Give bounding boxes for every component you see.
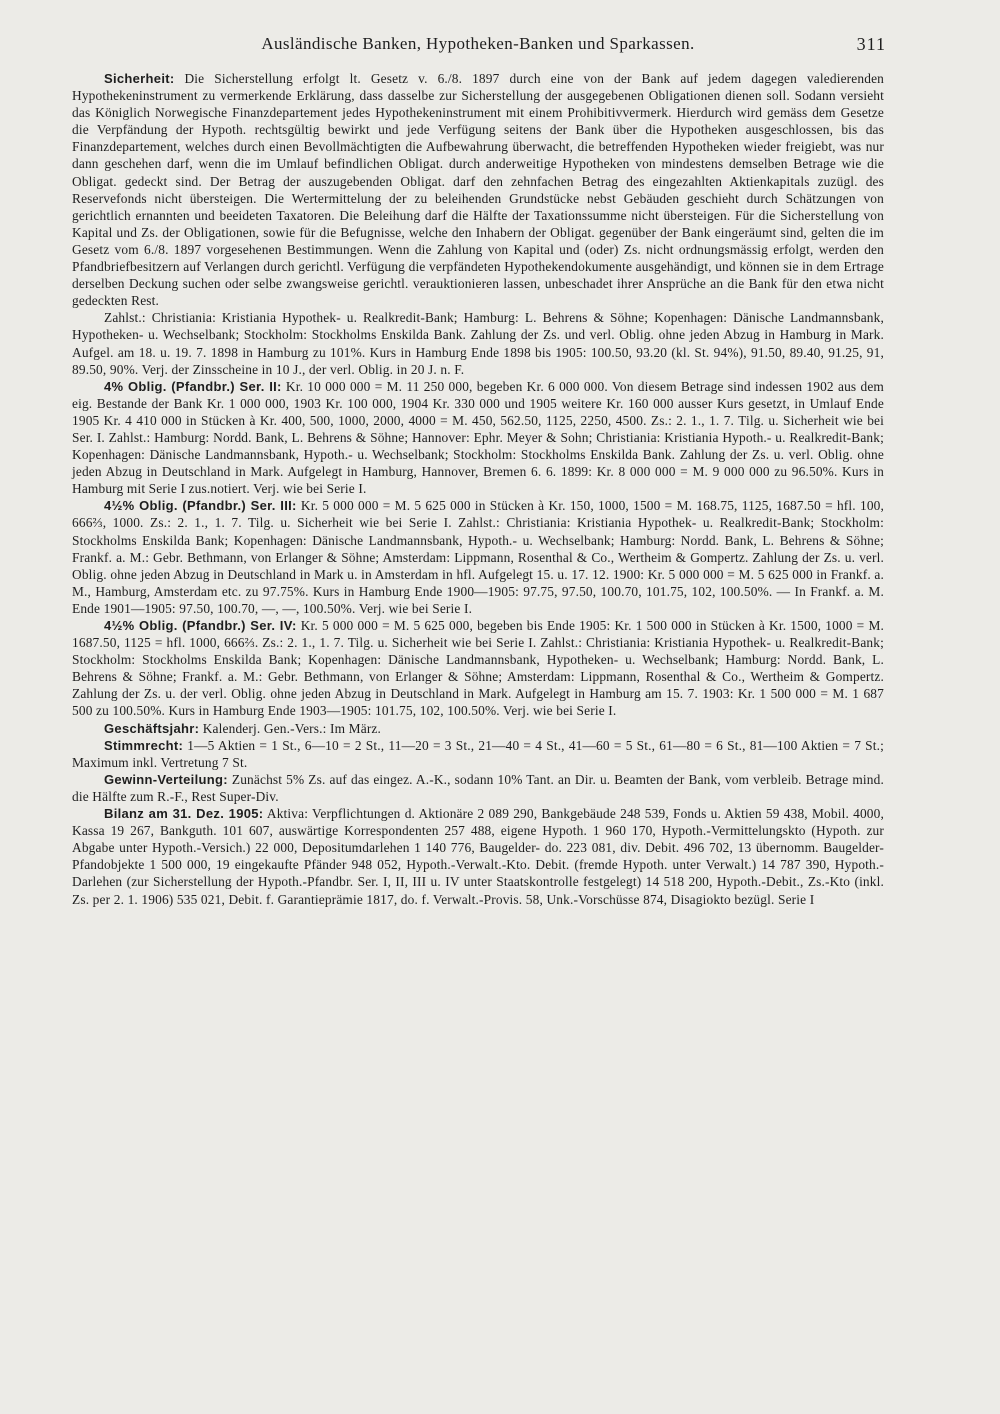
paragraph-heading: 4% Oblig. (Pfandbr.) Ser. II: xyxy=(104,378,282,394)
running-title: Ausländische Banken, Hypotheken-Banken und Sparkassen. xyxy=(261,34,695,53)
paragraph-text: Aktiva: Verpflichtungen d. Aktionäre 2 089 290, Bankgebäude 248 539, Fonds u. Aktien 59 438, Mobil. 4000, Kassa 19 267, Bankguth. 101 607, auswärtige Korrespondenten 257 488, eigene Hypoth. 1 960 170, Hypoth.-Vermittelungskto (Hypoth. zur Abgabe unter Hypoth.-Versich.) 22 000, Depositumdarlehen 1 140 776, Baugelder- do. 223 081, div. Debit. 496 702, 13 übernomm. Baugelder-Pfandobjekte 1 500 000, 19 eingekaufte Pfänder 948 052, Hypoth.-Verwalt.-Kto. Debit. (fremde Hypoth. unter Verwalt.) 14 787 390, Hypoth.-Darlehen (zur Sicherstellung der Hypoth.-Pfandbr. Ser. I, II, III u. IV unter Staatskontrolle festgelegt) 14 518 200, Hypoth.-Debit., Zs.-Kto (inkl. Zs. per 2. 1. 1906) 535 021, Debit. f. Garantieprämie 1817, do. f. Verwalt.-Provis. 58, Unk.-Vorschüsse 874, Disagiokto bezügl. Serie I xyxy=(72,806,884,907)
paragraph-geschaeftsjahr xyxy=(72,720,884,737)
paragraph-zahlstellen xyxy=(72,309,884,377)
paragraph-serie-iii xyxy=(72,497,884,617)
paragraph-serie-ii xyxy=(72,378,884,498)
paragraph-text: Kr. 10 000 000 = M. 11 250 000, begeben Kr. 6 000 000. Von diesem Betrage sind indessen 1902 aus dem eig. Bestande der Bank Kr. 1 000 000, 1903 Kr. 100 000, 1904 Kr. 330 000 und 1905 weitere Kr. 160 000 ausser Kurs gesetzt, in Umlauf Ende 1905 Kr. 4 410 000 in Stücken à Kr. 400, 500, 1000, 2000, 4000 = M. 450, 562.50, 1125, 2250, 4500. Zs.: 2. 1., 1. 7. Tilg. u. Sicherheit wie bei Ser. I. Zahlst.: Hamburg: Nordd. Bank, L. Behrens & Söhne; Hannover: Ephr. Meyer & Sohn; Christiania: Kristiania Hypoth.- u. Realkredit-Bank; Kopenhagen: Dänische Landmannsbank, Hypoth.- u. Wechselbank; Stockholm: Stockholms Enskilda Bank. Zahlung der Zs. u. verl. Oblig. ohne jeden Abzug in Deutschland in Mark. Aufgelegt in Hamburg, Hannover, Bremen 6. 6. 1899: Kr. 8 000 000 = M. 9 000 000 zu 96.50%. Kurs in Hamburg mit Serie I zus.notiert. Verj. wie bei Serie I. xyxy=(72,378,884,497)
body-text xyxy=(72,70,884,908)
paragraph-serie-iv xyxy=(72,617,884,720)
paragraph-heading: 4½% Oblig. (Pfandbr.) Ser. III: xyxy=(104,498,297,514)
paragraph-text: Zahlst.: Christiania: Kristiania Hypothek- u. Realkredit-Bank; Hamburg: L. Behrens & Söhne; Kopenhagen: Dänische Landmannsbank, Hypotheken- u. Wechselbank; Stockholm: Stockholms Enskilda Bank. Zahlung der Zs. und verl. Oblig. ohne jeden Abzug in Hamburg in Mark. Aufgel. am 18. u. 19. 7. 1898 in Hamburg zu 101%. Kurs in Hamburg Ende 1898 bis 1905: 100.50, 93.20 (kl. St. 94%), 91.50, 89.40, 91.25, 91, 89.50, 90%. Verj. der Zinsscheine in 10 J., der verl. Oblig. in 20 J. n. F. xyxy=(72,310,884,377)
paragraph-heading: Gewinn-Verteilung: xyxy=(104,771,228,787)
paragraph-text: Kalenderj. Gen.-Vers.: Im März. xyxy=(202,720,382,736)
page-number: 311 xyxy=(856,34,886,54)
paragraph-heading: Stimmrecht: xyxy=(104,737,184,753)
paragraph-heading: 4½% Oblig. (Pfandbr.) Ser. IV: xyxy=(104,618,297,633)
paragraph-text: Zunächst 5% Zs. auf das eingez. A.-K., sodann 10% Tant. an Dir. u. Beamten der Bank, vom verbleib. Betrage mind. die Hälfte zum R.-F., Rest Super-Div. xyxy=(72,771,884,804)
paragraph-text: 1—5 Aktien = 1 St., 6—10 = 2 St., 11—20 = 3 St., 21—40 = 4 St., 41—60 = 5 St., 61—80 = 6 St., 81—100 Aktien = 7 St.; Maximum inkl. Vertretung 7 St. xyxy=(72,737,884,770)
paragraph-stimmrecht xyxy=(72,737,884,771)
paragraph-heading: Geschäftsjahr: xyxy=(104,720,200,736)
paragraph-sicherheit xyxy=(72,70,884,309)
paragraph-heading: Sicherheit: xyxy=(104,71,175,86)
paragraph-text: Kr. 5 000 000 = M. 5 625 000 in Stücken à Kr. 150, 1000, 1500 = M. 168.75, 1125, 1687.50 = hfl. 100, 666⅔, 1000. Zs.: 2. 1., 1. 7. Tilg. u. Sicherheit wie bei Serie I. Zahlst.: Christiania: Kristiania Hypothek- u. Realkredit-Bank; Stockholm: Stockholms Enskilda Bank; Kopenhagen: Dänische Landmannsbank, Hypoth.- u. Wechselbank; Hamburg: Nordd. Bank, L. Behrens & Söhne; Frankf. a. M.: Gebr. Bethmann, von Erlanger & Söhne; Amsterdam: Lippmann, Rosenthal & Co., Wertheim & Gompertz. Zahlung der Zs. u. verl. Oblig. ohne jeden Abzug in Deutschland in Mark u. in Amsterdam in hfl. Aufgelegt 15. u. 17. 12. 1900: Kr. 5 000 000 = M. 5 625 000 in Frankf. a. M., Hamburg, Amsterdam etc. zu 97.75%. Kurs in Hamburg Ende 1900—1905: 97.75, 97.50, 100.70, 101.75, 102, 100.50%. — In Frankf. a. M. Ende 1901—1905: 97.50, 100.70, —, —, 100.50%. Verj. wie bei Serie I. xyxy=(72,498,885,616)
paragraph-bilanz xyxy=(72,805,884,908)
paragraph-heading: Bilanz am 31. Dez. 1905: xyxy=(104,806,264,822)
paragraph-gewinn-verteilung xyxy=(72,771,884,805)
paragraph-text: Kr. 5 000 000 = M. 5 625 000, begeben bis Ende 1905: Kr. 1 500 000 in Stücken à Kr. 1500, 1000 = M. 1687.50, 1125 = hfl. 1000, 666⅔. Zs.: 2. 1., 1. 7. Tilg. u. Sicherheit wie bei Serie I. Zahlst.: Christiania: Kristiania Hypothek- u. Realkredit-Bank; Stockholm: Stockholms Enskilda Bank; Kopenhagen: Dänische Landmannsbank, Hypotheken- u. Wechselbank; Hamburg: Nordd. Bank, L. Behrens & Söhne; Frankf. a. M.: Gebr. Bethmann, von Erlanger & Söhne; Amsterdam: Lippmann, Rosenthal & Co., Wertheim & Gompertz. Zahlung der Zs. u. der verl. Oblig. ohne jeden Abzug in Deutschland in Mark. Aufgelegt in Hamburg am 15. 7. 1903: Kr. 1 500 000 = M. 1 687 500 zu 100.50%. Kurs in Hamburg Ende 1903—1905: 101.75, 102, 100.50%. Verj. wie bei Serie I. xyxy=(72,618,884,719)
paragraph-text: Die Sicherstellung erfolgt lt. Gesetz v. 6./8. 1897 durch eine von der Bank auf jedem dagegen valedierenden Hypothekeninstrument zu vermerkende Erklärung, dass dasselbe zur Sicherstellung der ausgegebenen Obligationen dienen soll. Sodann versieht das Königlich Norwegische Finanzdepartement jedes Hypothekeninstrument mit einem Prohibitivvermerk. Hierdurch wird gemäss dem Gesetze die Verpfändung der Hypoth. rechtsgültig bewirkt und jede Verfügung seitens der Bank über die Hypotheken ausgeschlossen, bis das Finanzdepartement, welches durch einen Bevollmächtigten die Aufbewahrung überwacht, die betreffenden Hypotheken wieder freigiebt, was nur dann geschehen darf, wenn die im Umlauf befindlichen Obligat. durch anderweitige Hypotheken von mindestens demselben Betrage wie die Obligat. gedeckt sind. Der Betrag der auszugebenden Obligat. darf den zehnfachen Betrag des eingezahlten Aktienkapitals zuzügl. des Reservefonds nicht übersteigen. Die Wertermittelung der zu beleihenden Grundstücke nebst Gebäuden geschieht durch Schätzungen von gerichtlich ernannten und beeideten Taxatoren. Die Beleihung darf die Hälfte der Taxationssumme nicht übersteigen. Für die Sicherstellung von Kapital und Zs. der Obligationen, sowie für die Befugnisse, welche den Inhabern der Obligat. gegenüber der Bank eingeräumt sind, gelten die im Gesetz vom 6./8. 1897 vorgesehenen Bestimmungen. Wenn die Zahlung von Kapital und (oder) Zs. nicht ordnungsmässig erfolgt, werden den Pfandbriefbesitzern auf Verlangen durch gerichtl. Verfügung die verpfändeten Hypothekendokumente ausgehändigt, und können sie in dem Ertrage derselben Deckung suchen oder selbe zwangsweise gerichtl. verauktionieren lassen, unbeschadet ihrer Ansprüche an die Bank für den etwa nicht gedeckten Rest. xyxy=(72,71,885,309)
page-header xyxy=(72,34,884,56)
